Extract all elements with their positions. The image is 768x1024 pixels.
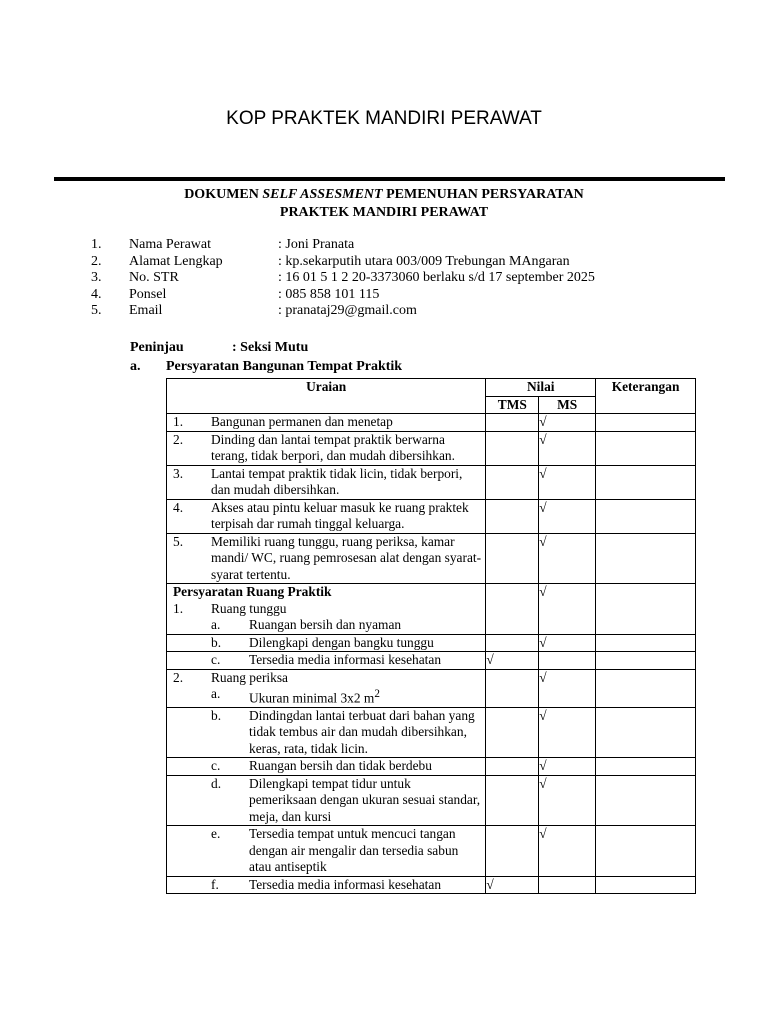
tms-cell bbox=[486, 465, 539, 499]
table-row bbox=[167, 652, 696, 670]
subitem-text: Ruangan bersih dan tidak berdebu bbox=[249, 758, 432, 774]
item-number: 3. bbox=[173, 465, 184, 481]
section-number: a. bbox=[130, 359, 141, 374]
item-number: 1. bbox=[173, 414, 184, 429]
keterangan-cell bbox=[596, 826, 696, 877]
item-text: Ruang periksa bbox=[211, 669, 288, 685]
ms-cell bbox=[539, 876, 596, 894]
document-title bbox=[0, 186, 768, 222]
document-title-line-1 bbox=[0, 186, 768, 204]
identity-label: Nama Perawat bbox=[129, 237, 212, 252]
ms-check: √ bbox=[539, 431, 596, 465]
table-row-group bbox=[167, 584, 696, 635]
keterangan-cell bbox=[596, 876, 696, 894]
reviewer-value: : Seksi Mutu bbox=[232, 340, 309, 355]
tms-cell bbox=[486, 634, 539, 652]
ms-check: √ bbox=[539, 634, 596, 652]
ms-check: √ bbox=[539, 758, 596, 776]
item-text: Akses atau pintu keluar masuk ke ruang praktek terpisah dar rumah tinggal keluarga. bbox=[211, 499, 469, 531]
table-row bbox=[167, 414, 696, 432]
assessment-table bbox=[166, 378, 696, 894]
identity-value: : pranataj29@gmail.com bbox=[278, 303, 417, 318]
title-italic: SELF ASSESMENT bbox=[262, 187, 383, 202]
table-header-row bbox=[167, 379, 696, 397]
subitem-text: Tersedia tempat untuk mencuci tangan dengan air mengalir dan tersedia sabun atau antiseptik bbox=[249, 826, 459, 875]
superscript: 2 bbox=[374, 688, 380, 700]
keterangan-cell bbox=[596, 758, 696, 776]
tms-cell bbox=[486, 758, 539, 776]
tms-check: √ bbox=[486, 652, 539, 670]
table-row bbox=[167, 669, 696, 707]
ms-check: √ bbox=[539, 465, 596, 499]
header-uraian: Uraian bbox=[167, 379, 486, 414]
header-ms: MS bbox=[539, 396, 596, 414]
keterangan-cell bbox=[596, 634, 696, 652]
identity-label: Alamat Lengkap bbox=[129, 253, 223, 269]
subitem-letter: d. bbox=[211, 775, 222, 791]
reviewer-line bbox=[130, 340, 309, 356]
subitem-letter: b. bbox=[211, 634, 222, 650]
tms-cell bbox=[486, 669, 539, 707]
group-title: Persyaratan Ruang Praktik bbox=[173, 584, 332, 599]
subitem-text: Dilengkapi dengan bangku tunggu bbox=[249, 634, 434, 650]
section-heading bbox=[130, 359, 403, 375]
tms-cell bbox=[486, 775, 539, 826]
subitem-letter: a. bbox=[211, 686, 221, 701]
table-row bbox=[167, 499, 696, 533]
subitem-text: Tersedia media informasi kesehatan bbox=[249, 652, 442, 667]
title-prefix: DOKUMEN bbox=[184, 187, 263, 202]
header-nilai: Nilai bbox=[486, 379, 596, 397]
item-number: 5. bbox=[173, 533, 184, 549]
subitem-text: Dindingdan lantai terbuat dari bahan yang tidak tembus air dan mudah dibersihkan, keras, rata, tidak licin. bbox=[249, 707, 475, 756]
letterhead-title: KOP PRAKTEK MANDIRI PERAWAT bbox=[226, 108, 542, 129]
identity-value: : kp.sekarputih utara 003/009 Trebungan MAngaran bbox=[278, 253, 570, 269]
item-number: 2. bbox=[173, 431, 184, 447]
letterhead-divider bbox=[54, 177, 725, 181]
item-text: Ruang tunggu bbox=[211, 600, 287, 616]
subitem-letter: e. bbox=[211, 826, 221, 842]
keterangan-cell bbox=[596, 499, 696, 533]
tms-cell bbox=[486, 826, 539, 877]
keterangan-cell bbox=[596, 533, 696, 584]
ms-cell bbox=[539, 652, 596, 670]
identity-number: 4. bbox=[91, 286, 102, 302]
keterangan-cell bbox=[596, 465, 696, 499]
item-text: Dinding dan lantai tempat praktik berwarna terang, tidak berpori, dan mudah dibersihkan. bbox=[211, 431, 455, 463]
identity-label: Email bbox=[129, 303, 163, 318]
tms-cell bbox=[486, 414, 539, 432]
keterangan-cell bbox=[596, 431, 696, 465]
subitem-text: Tersedia media informasi kesehatan bbox=[249, 876, 442, 892]
keterangan-cell bbox=[596, 652, 696, 670]
subitem-text: Dilengkapi tempat tidur untuk pemeriksaan dengan ukuran sesuai standar, meja, dan kursi bbox=[249, 775, 481, 824]
table-row bbox=[167, 533, 696, 584]
subitem-letter: b. bbox=[211, 707, 222, 723]
identity-number: 1. bbox=[91, 237, 102, 252]
table-row bbox=[167, 431, 696, 465]
identity-number: 2. bbox=[91, 253, 102, 269]
document-title-line-2: PRAKTEK MANDIRI PERAWAT bbox=[279, 205, 489, 220]
table-row bbox=[167, 707, 696, 758]
subitem-letter: c. bbox=[211, 652, 221, 667]
tms-cell bbox=[486, 533, 539, 584]
item-text: Lantai tempat praktik tidak licin, tidak berpori, dan mudah dibersihkan. bbox=[211, 465, 463, 497]
table-row bbox=[167, 465, 696, 499]
ms-check: √ bbox=[539, 533, 596, 584]
table-row bbox=[167, 826, 696, 877]
tms-check: √ bbox=[486, 876, 539, 894]
tms-cell bbox=[486, 584, 539, 635]
tms-cell bbox=[486, 499, 539, 533]
reviewer-label: Peninjau bbox=[130, 340, 184, 355]
subitem-text bbox=[249, 686, 485, 707]
ms-check: √ bbox=[539, 707, 596, 758]
tms-cell bbox=[486, 431, 539, 465]
ms-check: √ bbox=[539, 584, 596, 635]
identity-value: : 085 858 101 115 bbox=[278, 286, 380, 302]
table-row bbox=[167, 775, 696, 826]
item-number: 2. bbox=[173, 669, 184, 685]
ms-check: √ bbox=[539, 775, 596, 826]
item-text: Bangunan permanen dan menetap bbox=[211, 414, 393, 429]
keterangan-cell bbox=[596, 775, 696, 826]
keterangan-cell bbox=[596, 669, 696, 707]
subitem-letter: a. bbox=[211, 617, 221, 632]
tms-cell bbox=[486, 707, 539, 758]
subitem-letter: c. bbox=[211, 758, 221, 774]
item-number: 1. bbox=[173, 600, 184, 616]
subitem-text-main: Ukuran minimal 3x2 m bbox=[249, 690, 375, 706]
identity-number: 3. bbox=[91, 270, 102, 285]
header-tms: TMS bbox=[486, 396, 539, 414]
header-keterangan: Keterangan bbox=[596, 379, 696, 414]
table-row bbox=[167, 876, 696, 894]
identity-label: No. STR bbox=[129, 270, 179, 285]
keterangan-cell bbox=[596, 584, 696, 635]
keterangan-cell bbox=[596, 707, 696, 758]
ms-check: √ bbox=[539, 499, 596, 533]
table-row bbox=[167, 758, 696, 776]
ms-check: √ bbox=[539, 669, 596, 707]
identity-number: 5. bbox=[91, 303, 102, 318]
ms-check: √ bbox=[539, 414, 596, 432]
ms-check: √ bbox=[539, 826, 596, 877]
identity-value: : 16 01 5 1 2 20-3373060 berlaku s/d 17 september 2025 bbox=[278, 270, 595, 285]
identity-label: Ponsel bbox=[129, 286, 167, 302]
table-row bbox=[167, 634, 696, 652]
subitem-text: Ruangan bersih dan nyaman bbox=[249, 617, 402, 632]
item-number: 4. bbox=[173, 499, 184, 515]
keterangan-cell bbox=[596, 414, 696, 432]
identity-value: : Joni Pranata bbox=[278, 237, 355, 252]
section-title: Persyaratan Bangunan Tempat Praktik bbox=[166, 359, 403, 374]
title-suffix: PEMENUHAN PERSYARATAN bbox=[382, 187, 584, 202]
item-text: Memiliki ruang tunggu, ruang periksa, kamar mandi/ WC, ruang pemrosesan alat dengan syarat-syarat tertentu. bbox=[211, 533, 482, 582]
subitem-letter: f. bbox=[211, 876, 219, 892]
